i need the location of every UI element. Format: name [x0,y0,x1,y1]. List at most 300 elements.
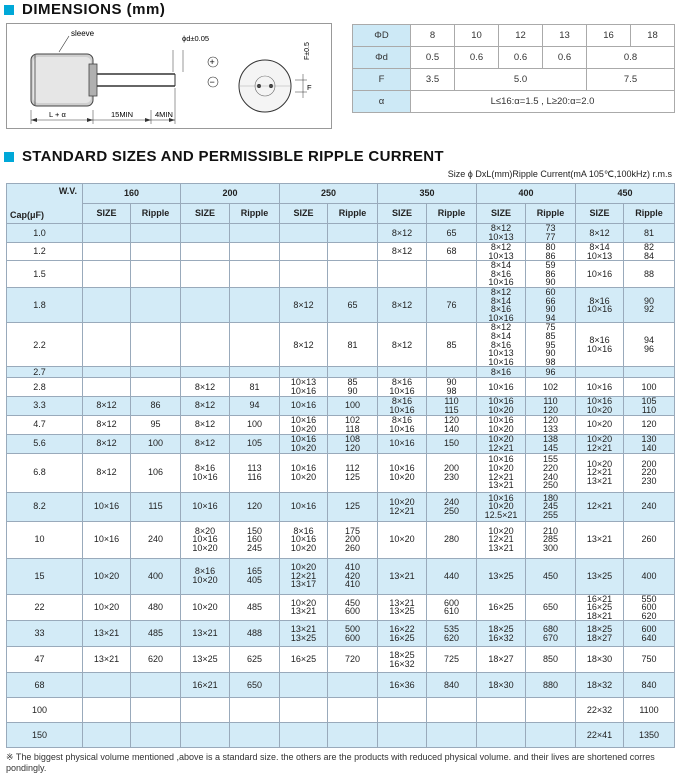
ripple-cell [230,224,280,243]
ripple-cell [131,261,181,288]
min4-label: 4MIN [155,110,173,119]
ripple-cell: 400 [624,558,675,594]
table-row [7,378,675,396]
ripple-cell: 120 [624,415,675,434]
min15-label: 15MIN [111,110,134,119]
size-cell: 10×16 [378,434,427,453]
size-cell: 13×21 13×25 [378,594,427,621]
ripple-cell [131,367,181,378]
voltage-header: 400 [477,184,576,204]
size-cell [477,723,526,748]
size-cell [280,698,328,723]
ripple-cell: 210 285 300 [526,521,576,558]
ripple-cell: 240 250 [427,492,477,521]
size-cell: 16×36 [378,673,427,698]
dim-cell: 8 [411,25,455,47]
table-units-caption: Size ϕ DxL(mm)Ripple Current(mA 105℃,100kHz) r.m.s [447,169,672,179]
size-cell: 8×12 [83,396,131,415]
dim-cell: 0.8 [587,47,675,69]
ripple-cell: 95 [131,415,181,434]
size-cell: 8×16 10×16 [576,287,624,322]
ripple-cell: 120 133 [526,415,576,434]
corner-header [7,184,83,224]
size-cell: 8×12 [181,415,230,434]
ripple-cell: 880 [526,673,576,698]
table-row [7,243,675,261]
table-row [7,261,675,288]
size-cell [280,673,328,698]
size-cell: 8×12 10×13 [477,224,526,243]
f-label: F [307,83,312,92]
ripple-cell: 86 [131,396,181,415]
size-cell: 8×16 [477,367,526,378]
ripple-cell: 150 [427,434,477,453]
size-cell: 10×16 10×20 [378,453,427,492]
ripple-cell: 625 [230,647,280,673]
ripple-cell: 138 145 [526,434,576,453]
size-cell: 13×21 [576,521,624,558]
ripple-cell [328,367,378,378]
wv-label: W.V. [58,186,77,196]
ripple-cell: 96 [526,367,576,378]
ripple-cell: 725 [427,647,477,673]
dimensions-heading [4,1,165,18]
dim-cell: 3.5 [411,69,455,91]
size-cell: 13×21 13×25 [280,621,328,647]
capacitance-cell: 33 [7,621,83,647]
ripple-cell: 130 140 [624,434,675,453]
size-cell: 10×16 [576,378,624,396]
dimension-table [352,24,675,113]
capacitance-cell: 10 [7,521,83,558]
ripple-cell: 120 [230,492,280,521]
standard-sizes-heading-text: STANDARD SIZES AND PERMISSIBLE RIPPLE CURRENT [22,148,444,165]
ripple-cell [230,367,280,378]
ripple-cell: 106 [131,453,181,492]
ripple-cell [526,723,576,748]
dim-cell: L≤16:α=1.5 , L≥20:α=2.0 [411,91,675,113]
ripple-cell: 59 86 90 [526,261,576,288]
size-cell: 10×20 12×21 [378,492,427,521]
ripple-cell: 840 [427,673,477,698]
size-cell: 10×16 [576,261,624,288]
square-bullet-icon [4,152,14,162]
ripple-cell: 840 [624,673,675,698]
size-cell: 10×16 [83,521,131,558]
dim-cell: 18 [631,25,675,47]
size-cell: 8×12 [378,243,427,261]
ripple-cell: 450 [526,558,576,594]
size-cell: 13×21 [83,621,131,647]
ripple-cell [328,698,378,723]
size-cell: 16×21 16×25 18×21 [576,594,624,621]
ripple-header: Ripple [328,204,378,224]
dim-cell: 7.5 [587,69,675,91]
voltage-header: 250 [280,184,378,204]
ripple-cell: 85 90 [328,378,378,396]
length-label: L + α [49,110,66,119]
capacitance-cell: 1.5 [7,261,83,288]
size-cell: 18×27 [477,647,526,673]
ripple-cell: 400 [131,558,181,594]
ripple-cell [131,323,181,367]
dimensions-heading-text: DIMENSIONS (mm) [22,1,166,18]
ripple-cell: 65 [328,287,378,322]
size-cell: 18×30 [576,647,624,673]
ripple-cell: 200 220 230 [624,453,675,492]
size-cell: 10×16 10×20 [280,434,328,453]
ripple-cell: 100 [131,434,181,453]
ripple-cell: 94 [230,396,280,415]
ripple-header: Ripple [131,204,181,224]
ripple-cell: 120 140 [427,415,477,434]
ripple-current-table [6,183,675,748]
ripple-cell: 115 [131,492,181,521]
ripple-cell: 90 92 [624,287,675,322]
dimension-diagram [6,23,332,129]
size-cell: 22×41 [576,723,624,748]
dim-cell: 5.0 [455,69,587,91]
size-cell: 8×12 [83,415,131,434]
ripple-cell: 100 [230,415,280,434]
size-cell [83,224,131,243]
size-cell: 8×16 10×16 10×20 [280,521,328,558]
ripple-cell: 88 [624,261,675,288]
footnote: ※ The biggest physical volume mentioned ,above is a standard size. the others are the products with reduced physical volume. and their lives are shortened corres pondingly. [6,752,655,773]
size-cell: 13×25 [181,647,230,673]
size-cell: 8×20 10×16 10×20 [181,521,230,558]
ripple-cell: 102 118 [328,415,378,434]
size-cell [181,287,230,322]
ripple-cell: 480 [131,594,181,621]
size-cell: 10×16 10×20 [280,453,328,492]
size-cell: 13×25 [576,558,624,594]
ripple-cell: 80 86 [526,243,576,261]
dim-cell: 16 [587,25,631,47]
ripple-cell: 485 [230,594,280,621]
ripple-cell [230,723,280,748]
size-cell [280,243,328,261]
dim-cell: 0.6 [543,47,587,69]
ripple-cell: 110 115 [427,396,477,415]
size-header: SIZE [378,204,427,224]
ripple-cell: 650 [230,673,280,698]
ripple-cell: 90 98 [427,378,477,396]
size-cell: 10×16 10×20 [280,415,328,434]
ripple-cell: 180 245 255 [526,492,576,521]
size-cell [280,224,328,243]
size-cell: 8×12 [280,287,328,322]
ripple-cell: 410 420 410 [328,558,378,594]
ripple-cell: 108 120 [328,434,378,453]
capacitance-cell: 1.2 [7,243,83,261]
size-cell: 18×30 [477,673,526,698]
size-cell: 10×20 12×21 13×21 [576,453,624,492]
ripple-cell [131,287,181,322]
ripple-cell: 73 77 [526,224,576,243]
size-cell: 10×20 [576,415,624,434]
size-cell: 10×20 12×21 13×21 [477,521,526,558]
size-cell [83,673,131,698]
ripple-cell [427,698,477,723]
dim-cell: 10 [455,25,499,47]
ripple-cell: 110 120 [526,396,576,415]
ripple-cell: 500 600 [328,621,378,647]
size-cell: 10×16 10×20 [477,396,526,415]
size-cell: 13×21 [378,558,427,594]
ripple-header: Ripple [427,204,477,224]
ripple-cell [131,224,181,243]
ripple-cell: 550 600 620 [624,594,675,621]
ripple-cell: 125 [328,492,378,521]
ripple-cell: 150 160 245 [230,521,280,558]
ripple-cell [427,261,477,288]
size-cell: 8×16 10×16 [181,453,230,492]
ripple-cell [131,378,181,396]
capacitance-cell: 47 [7,647,83,673]
ripple-cell: 155 220 240 250 [526,453,576,492]
ripple-cell: 81 [624,224,675,243]
ripple-cell [230,698,280,723]
ripple-cell: 94 96 [624,323,675,367]
size-cell [477,698,526,723]
ripple-cell: 165 405 [230,558,280,594]
ripple-cell: 850 [526,647,576,673]
size-cell [83,287,131,322]
size-cell: 8×12 [181,396,230,415]
ripple-cell [328,261,378,288]
table-row [7,521,675,558]
size-cell: 10×16 10×20 [477,415,526,434]
voltage-header: 160 [83,184,181,204]
size-cell: 8×14 10×13 [576,243,624,261]
dim-cell: 0.6 [455,47,499,69]
capacitance-cell: 4.7 [7,415,83,434]
ripple-cell [230,261,280,288]
size-cell: 8×12 10×13 [477,243,526,261]
ripple-cell: 81 [230,378,280,396]
plus-symbol: + [209,57,215,67]
ripple-cell [131,243,181,261]
ripple-cell: 65 [427,224,477,243]
size-cell: 10×20 [83,594,131,621]
table-row [7,698,675,723]
sleeve-label: sleeve [71,29,95,38]
size-header: SIZE [181,204,230,224]
voltage-header: 200 [181,184,280,204]
dim-label: α [353,91,411,113]
size-cell [83,323,131,367]
dim-label: ΦD [353,25,411,47]
voltage-header-row [7,184,675,204]
capacitance-cell: 2.7 [7,367,83,378]
size-cell: 18×25 16×32 [378,647,427,673]
ripple-cell: 105 110 [624,396,675,415]
ripple-cell: 600 610 [427,594,477,621]
size-cell: 8×16 10×20 [181,558,230,594]
dim-cell: 0.5 [411,47,455,69]
dim-row-alpha [353,91,675,113]
size-cell: 16×25 [280,647,328,673]
ripple-cell [427,723,477,748]
size-cell: 10×16 10×20 12×21 13×21 [477,453,526,492]
f-tolerance-label: F±0.5 [304,42,311,60]
capacitor-drawing [7,24,333,130]
capacitance-cell: 1.8 [7,287,83,322]
ripple-cell [230,243,280,261]
ripple-header: Ripple [230,204,280,224]
ripple-cell: 488 [230,621,280,647]
size-cell: 10×13 10×16 [280,378,328,396]
ripple-cell: 750 [624,647,675,673]
capacitance-cell: 2.2 [7,323,83,367]
size-cell: 8×12 [378,224,427,243]
size-cell [378,367,427,378]
table-row [7,647,675,673]
ripple-cell: 85 [427,323,477,367]
size-cell: 8×12 [576,224,624,243]
size-cell [378,723,427,748]
capacitance-cell: 5.6 [7,434,83,453]
size-cell: 8×12 [181,434,230,453]
ripple-cell: 75 85 95 90 98 [526,323,576,367]
size-cell: 12×21 [576,492,624,521]
capacitance-label: Cap(μF) [10,210,45,221]
size-cell: 8×12 8×14 8×16 10×13 10×16 [477,323,526,367]
ripple-cell: 105 [230,434,280,453]
ripple-cell: 200 230 [427,453,477,492]
size-cell: 18×32 [576,673,624,698]
dim-row-F [353,69,675,91]
table-row [7,396,675,415]
ripple-cell: 620 [131,647,181,673]
ripple-cell: 240 [131,521,181,558]
voltage-header: 450 [576,184,675,204]
ripple-cell: 240 [624,492,675,521]
size-cell: 8×12 [378,287,427,322]
size-cell: 10×16 10×20 [576,396,624,415]
size-cell: 16×21 [181,673,230,698]
ripple-cell [328,723,378,748]
dim-cell: 12 [499,25,543,47]
ripple-cell: 1100 [624,698,675,723]
ripple-cell: 1350 [624,723,675,748]
size-header: SIZE [83,204,131,224]
size-cell: 10×20 13×21 [280,594,328,621]
dim-label: F [353,69,411,91]
lead-diameter-label: ϕd±0.05 [182,34,210,43]
ripple-cell: 600 640 [624,621,675,647]
dim-cell: 0.6 [499,47,543,69]
table-row [7,673,675,698]
dim-row-phi-D [353,25,675,47]
size-header: SIZE [576,204,624,224]
dim-row-phi-d [353,47,675,69]
size-cell: 10×16 [280,396,328,415]
ripple-cell: 720 [328,647,378,673]
capacitance-cell: 68 [7,673,83,698]
ripple-cell: 113 116 [230,453,280,492]
size-cell [280,261,328,288]
size-cell: 10×16 [477,378,526,396]
ripple-cell [328,243,378,261]
table-row [7,558,675,594]
ripple-cell: 82 84 [624,243,675,261]
size-cell [181,243,230,261]
size-header: SIZE [477,204,526,224]
ripple-cell: 450 600 [328,594,378,621]
size-cell: 8×12 [378,323,427,367]
ripple-cell: 535 620 [427,621,477,647]
ripple-cell: 76 [427,287,477,322]
size-cell: 8×12 [181,378,230,396]
ripple-cell: 68 [427,243,477,261]
ripple-cell: 650 [526,594,576,621]
size-cell [83,261,131,288]
table-row [7,224,675,243]
size-cell [181,323,230,367]
capacitance-cell: 6.8 [7,453,83,492]
ripple-cell: 112 125 [328,453,378,492]
capacitance-cell: 22 [7,594,83,621]
size-cell: 8×14 8×16 10×16 [477,261,526,288]
size-cell: 8×16 10×16 [378,378,427,396]
capacitance-cell: 15 [7,558,83,594]
ripple-cell: 485 [131,621,181,647]
size-cell [181,723,230,748]
ripple-cell [427,367,477,378]
size-cell: 10×16 [181,492,230,521]
size-cell: 8×12 8×14 8×16 10×16 [477,287,526,322]
size-cell: 8×16 10×16 [378,415,427,434]
ripple-cell [131,723,181,748]
size-cell: 10×20 12×21 [477,434,526,453]
dim-label: Φd [353,47,411,69]
ripple-cell [131,698,181,723]
capacitance-cell: 1.0 [7,224,83,243]
ripple-cell: 175 200 260 [328,521,378,558]
size-cell: 10×16 [280,492,328,521]
table-row [7,434,675,453]
size-cell: 16×22 16×25 [378,621,427,647]
table-row [7,367,675,378]
size-cell: 13×21 [181,621,230,647]
size-cell: 10×16 [83,492,131,521]
ripple-cell: 100 [328,396,378,415]
size-cell [83,243,131,261]
size-cell: 10×20 12×21 [576,434,624,453]
ripple-cell [526,698,576,723]
size-cell [181,367,230,378]
size-cell: 8×16 10×16 [378,396,427,415]
ripple-cell [624,367,675,378]
table-row [7,415,675,434]
size-cell: 22×32 [576,698,624,723]
capacitance-cell: 8.2 [7,492,83,521]
ripple-cell [328,673,378,698]
standard-sizes-heading [4,148,444,165]
size-cell: 13×25 [477,558,526,594]
ripple-cell: 680 670 [526,621,576,647]
ripple-header: Ripple [624,204,675,224]
size-cell [280,367,328,378]
size-cell [181,261,230,288]
subheader-row [7,204,675,224]
capacitance-cell: 3.3 [7,396,83,415]
size-cell: 16×25 [477,594,526,621]
voltage-header: 350 [378,184,477,204]
size-cell: 8×12 [280,323,328,367]
